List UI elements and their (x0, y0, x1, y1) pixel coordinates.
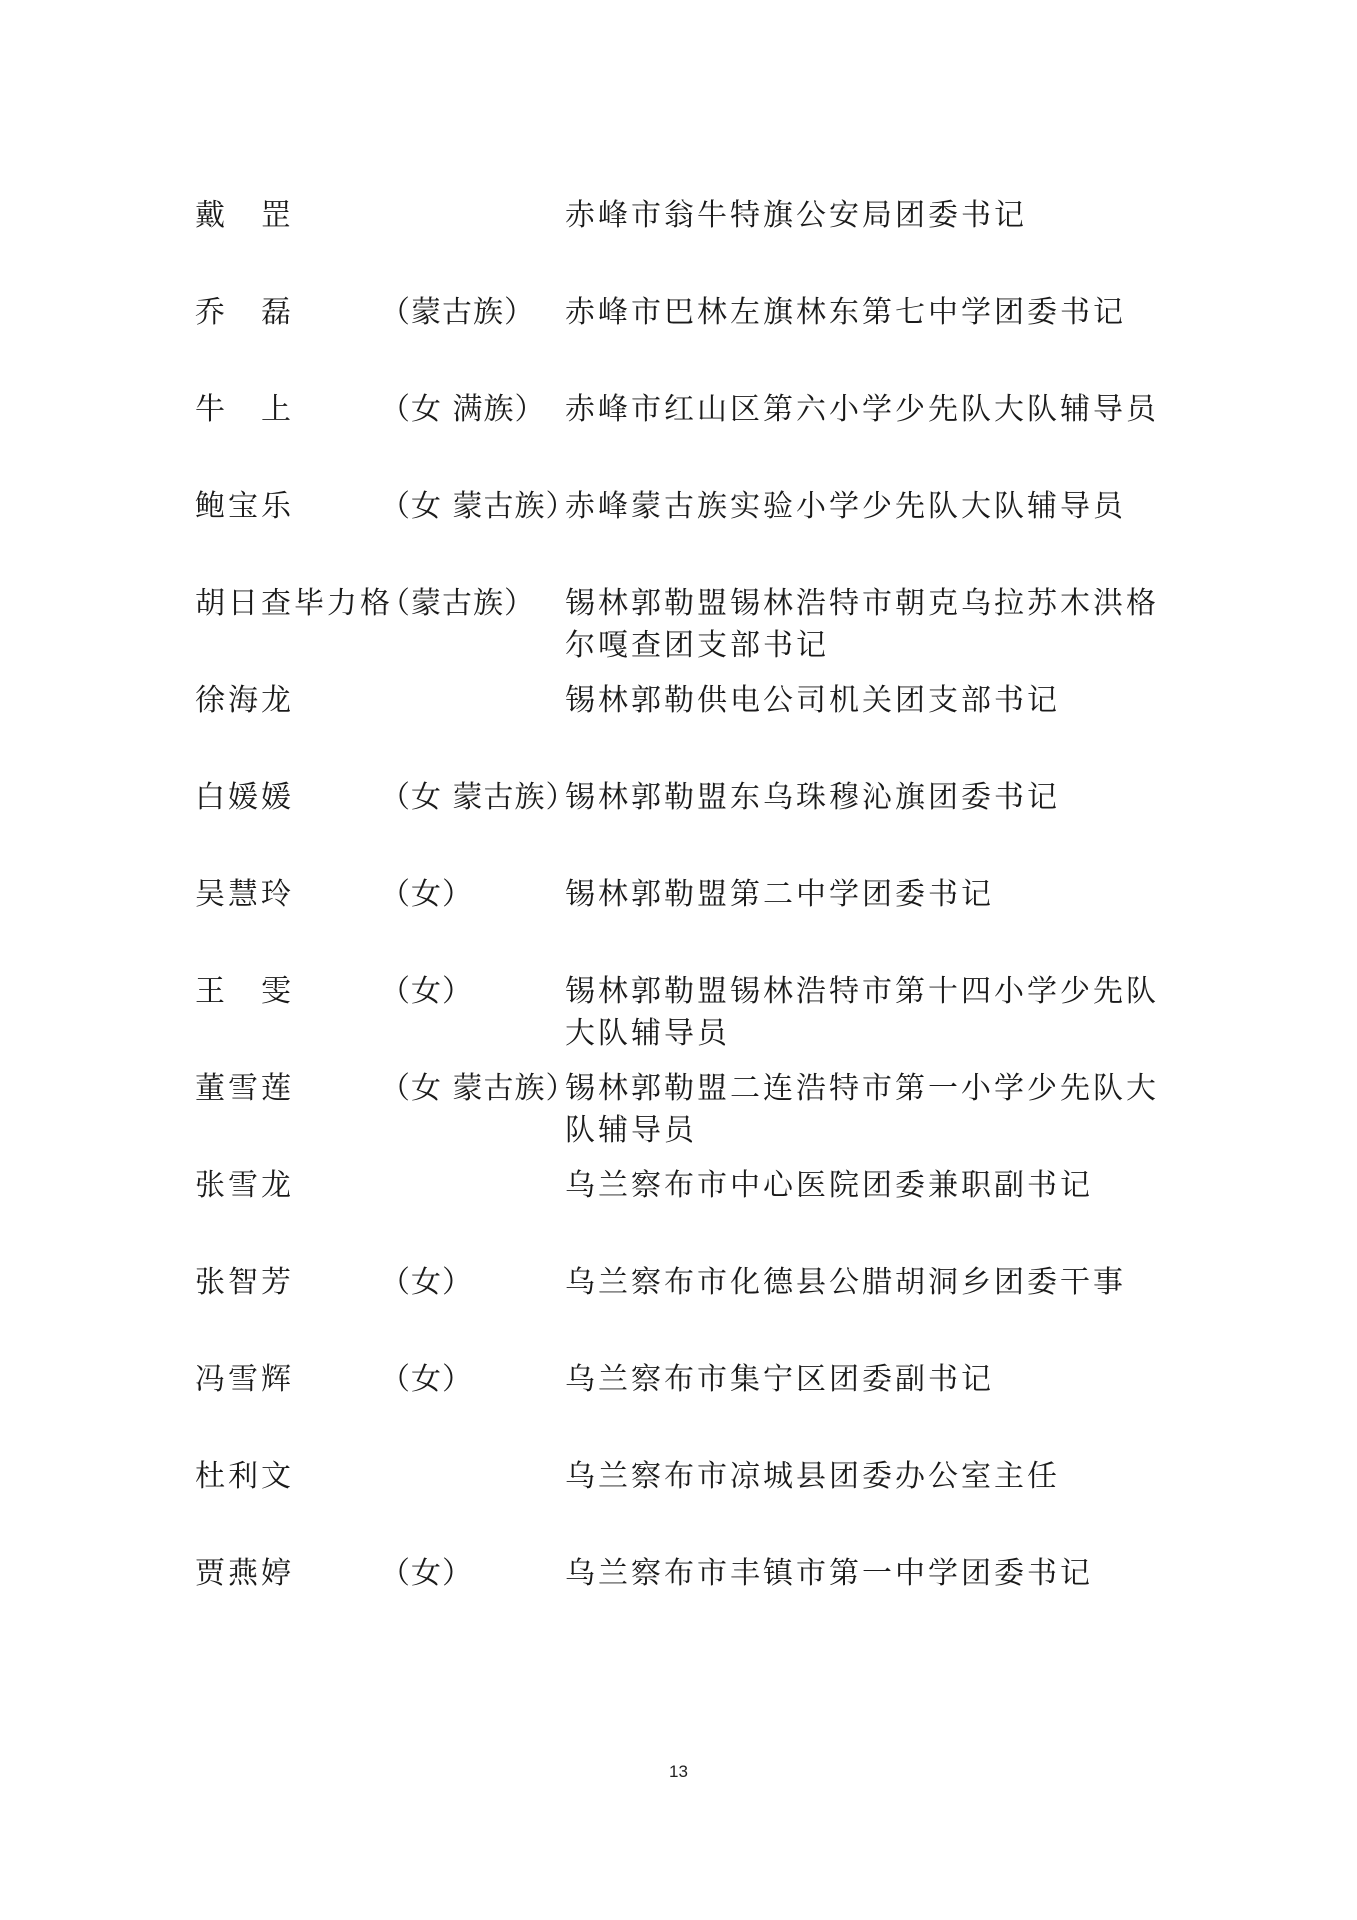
person-note: （女） (380, 1556, 473, 1591)
person-note: （女 蒙古族） (380, 1071, 577, 1106)
person-note: （女） (380, 974, 473, 1009)
person-title: 赤峰蒙古族实验小学少先队大队辅导员 (565, 489, 1126, 524)
person-name: 戴 罡 (195, 198, 294, 233)
person-title: 赤峰市巴林左旗林东第七中学团委书记 (565, 295, 1126, 330)
person-name: 张雪龙 (195, 1168, 294, 1203)
person-title: 锡林郭勒盟第二中学团委书记 (565, 877, 994, 912)
person-name: 王 雯 (195, 974, 294, 1009)
page-number: 13 (669, 1762, 688, 1781)
person-name: 张智芳 (195, 1265, 294, 1300)
person-note: （女） (380, 1265, 473, 1300)
person-title: 乌兰察布市集宁区团委副书记 (565, 1362, 994, 1397)
person-note: （女 满族） (380, 392, 546, 427)
person-title: 锡林郭勒盟锡林浩特市朝克乌拉苏木洪格尔嘎查团支部书记 (565, 586, 1159, 663)
person-note: （女） (380, 1362, 473, 1397)
person-name: 牛 上 (195, 392, 294, 427)
person-name: 鲍宝乐 (195, 489, 294, 524)
person-name: 冯雪辉 (195, 1362, 294, 1397)
person-name: 贾燕婷 (195, 1556, 294, 1591)
person-name: 杜利文 (195, 1459, 294, 1494)
person-name: 乔 磊 (195, 295, 294, 330)
person-title: 乌兰察布市丰镇市第一中学团委书记 (565, 1556, 1093, 1591)
person-title: 乌兰察布市化德县公腊胡洞乡团委干事 (565, 1265, 1126, 1300)
person-title: 锡林郭勒盟东乌珠穆沁旗团委书记 (565, 780, 1060, 815)
person-note: （女 蒙古族） (380, 489, 577, 524)
person-title: 乌兰察布市凉城县团委办公室主任 (565, 1459, 1060, 1494)
person-name: 吴慧玲 (195, 877, 294, 912)
person-name: 白媛媛 (195, 780, 294, 815)
person-title: 赤峰市红山区第六小学少先队大队辅导员 (565, 392, 1159, 427)
person-title: 乌兰察布市中心医院团委兼职副书记 (565, 1168, 1093, 1203)
person-name: 徐海龙 (195, 683, 294, 718)
person-title: 锡林郭勒供电公司机关团支部书记 (565, 683, 1060, 718)
person-title: 锡林郭勒盟锡林浩特市第十四小学少先队大队辅导员 (565, 974, 1159, 1051)
person-title: 赤峰市翁牛特旗公安局团委书记 (565, 198, 1027, 233)
person-title: 锡林郭勒盟二连浩特市第一小学少先队大队辅导员 (565, 1071, 1159, 1148)
person-note: （蒙古族） (380, 586, 535, 621)
person-note: （蒙古族） (380, 295, 535, 330)
person-name: 胡日查毕力格 (195, 586, 393, 621)
person-note: （女） (380, 877, 473, 912)
person-name: 董雪莲 (195, 1071, 294, 1106)
person-note: （女 蒙古族） (380, 780, 577, 815)
